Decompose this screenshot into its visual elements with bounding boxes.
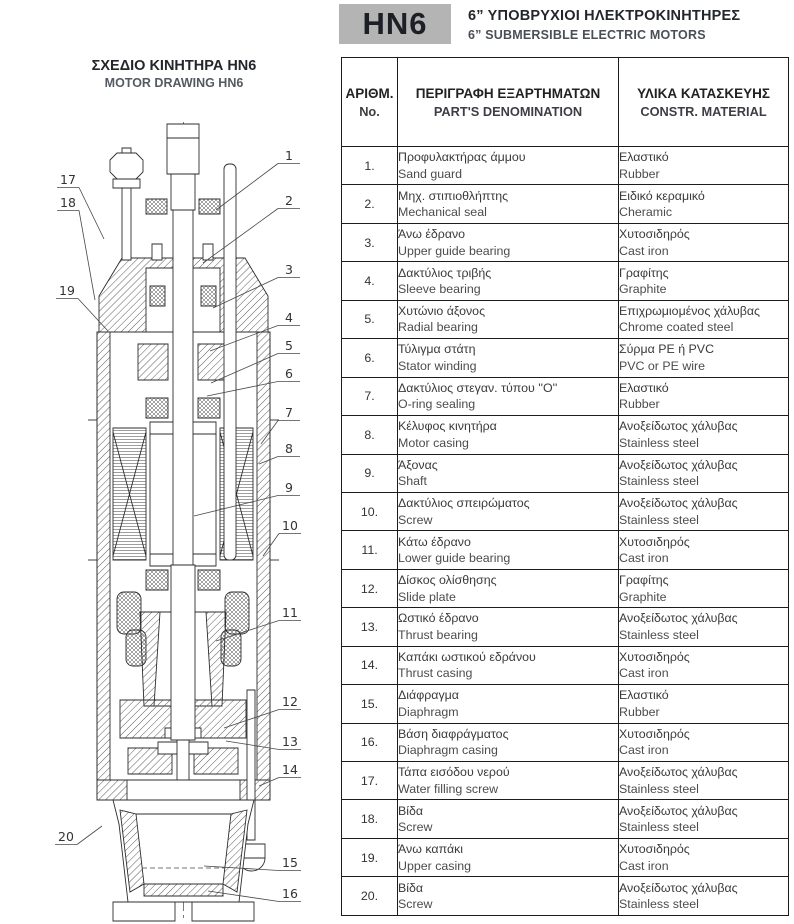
material-english: Cast iron <box>619 243 669 258</box>
svg-text:20: 20 <box>58 829 74 844</box>
svg-text:10: 10 <box>282 518 298 533</box>
part-cell <box>398 685 619 723</box>
part-name-greek: Δακτύλιος τριβής <box>398 265 492 280</box>
table-row <box>342 416 789 454</box>
part-name-greek: Δακτύλιος στεγαν. τύπου ''Ο'' <box>398 380 558 395</box>
material-english: Stainless steel <box>619 820 699 835</box>
part-name-greek: Άξονας <box>398 457 438 472</box>
table-row <box>342 454 789 492</box>
parts-table-body <box>342 147 789 916</box>
part-name-greek: Βίδα <box>398 803 424 818</box>
material-cell <box>619 800 789 838</box>
row-number: 9. <box>342 454 398 492</box>
row-number: 18. <box>342 800 398 838</box>
model-badge: HN6 <box>339 4 451 44</box>
material-english: Cast iron <box>619 858 669 873</box>
material-greek: Ανοξείδωτος χάλυβας <box>619 611 738 626</box>
part-cell <box>398 416 619 454</box>
part-name-greek: Προφυλακτήρας άμμου <box>398 150 526 165</box>
svg-text:8: 8 <box>285 441 293 456</box>
svg-text:5: 5 <box>285 338 293 353</box>
part-cell <box>398 569 619 607</box>
table-row <box>342 723 789 761</box>
part-name-english: Stator winding <box>398 358 477 373</box>
row-number: 17. <box>342 762 398 800</box>
parts-table <box>341 57 789 916</box>
table-row <box>342 569 789 607</box>
material-greek: Χυτοσιδηρός <box>619 227 690 242</box>
material-english: Graphite <box>619 282 667 297</box>
col-part-header-greek: ΠΕΡΙΓΡΑΦΗ ΕΞΑΡΤΗΜΑΤΩΝ <box>415 85 601 101</box>
row-number: 11. <box>342 531 398 569</box>
material-cell <box>619 877 789 915</box>
table-row <box>342 646 789 684</box>
part-cell <box>398 300 619 338</box>
material-greek: Σύρμα PE ή PVC <box>619 342 715 357</box>
part-name-greek: Δίσκος ολίσθησης <box>398 573 497 588</box>
svg-text:13: 13 <box>282 734 298 749</box>
table-header-row <box>342 58 789 147</box>
svg-text:3: 3 <box>285 262 293 277</box>
material-cell <box>619 454 789 492</box>
part-cell <box>398 646 619 684</box>
part-name-greek: Βάση διαφράγματος <box>398 726 509 741</box>
row-number: 12. <box>342 569 398 607</box>
material-english: Cast iron <box>619 551 669 566</box>
material-greek: Γραφίτης <box>619 265 669 280</box>
col-number-header-greek: ΑΡΙΘΜ. <box>345 85 394 101</box>
part-cell <box>398 531 619 569</box>
material-cell <box>619 147 789 185</box>
material-greek: Χυτοσιδηρός <box>619 842 690 857</box>
part-name-english: Sleeve bearing <box>398 282 481 297</box>
part-cell <box>398 454 619 492</box>
material-english: Cheramic <box>619 205 673 220</box>
col-number-header-english: No. <box>359 103 380 119</box>
material-greek: Ανοξείδωτος χάλυβας <box>619 457 738 472</box>
part-name-greek: Χυτώνιο άξονος <box>398 303 486 318</box>
drawing-heading <box>28 58 320 90</box>
row-number: 1. <box>342 147 398 185</box>
svg-text:18: 18 <box>60 195 76 210</box>
row-number: 16. <box>342 723 398 761</box>
part-cell <box>398 185 619 223</box>
page-title-english: 6” SUBMERSIBLE ELECTRIC MOTORS <box>468 28 706 42</box>
motor-cross-section-drawing <box>30 116 340 924</box>
table-row <box>342 339 789 377</box>
material-greek: Γραφίτης <box>619 573 669 588</box>
svg-text:6: 6 <box>285 366 293 381</box>
material-english: Cast iron <box>619 743 669 758</box>
material-english: Chrome coated steel <box>619 320 734 335</box>
part-name-greek: Τάπα εισόδου νερού <box>398 765 510 780</box>
part-name-english: Upper casing <box>398 858 472 873</box>
material-greek: Ανοξείδωτος χάλυβας <box>619 803 738 818</box>
material-greek: Ειδικό κεραμικό <box>619 188 705 203</box>
material-english: Rubber <box>619 704 660 719</box>
part-name-english: Screw <box>398 897 433 912</box>
row-number: 10. <box>342 492 398 530</box>
row-number: 4. <box>342 262 398 300</box>
part-name-greek: Ωστικό έδρανο <box>398 611 479 626</box>
part-name-english: Lower guide bearing <box>398 551 511 566</box>
row-number: 5. <box>342 300 398 338</box>
part-name-english: Shaft <box>398 474 427 489</box>
part-name-english: O-ring sealing <box>398 397 476 412</box>
svg-text:7: 7 <box>285 405 293 420</box>
part-name-greek: Διάφραγμα <box>398 688 459 703</box>
material-cell <box>619 492 789 530</box>
material-greek: Ανοξείδωτος χάλυβας <box>619 765 738 780</box>
row-number: 3. <box>342 223 398 261</box>
part-name-greek: Δακτύλιος σπειρώματος <box>398 496 530 511</box>
material-cell <box>619 262 789 300</box>
table-row <box>342 877 789 915</box>
part-name-english: Thrust bearing <box>398 627 478 642</box>
part-cell <box>398 377 619 415</box>
table-row <box>342 262 789 300</box>
part-name-greek: Κάτω έδρανο <box>398 534 471 549</box>
row-number: 2. <box>342 185 398 223</box>
part-name-greek: Άνω καπάκι <box>398 842 464 857</box>
material-greek: Ανοξείδωτος χάλυβας <box>619 496 738 511</box>
row-number: 13. <box>342 608 398 646</box>
material-english: Cast iron <box>619 666 669 681</box>
col-material-header-english: CONSTR. MATERIAL <box>640 103 767 119</box>
material-cell <box>619 300 789 338</box>
part-name-english: Thrust casing <box>398 666 473 681</box>
part-cell <box>398 838 619 876</box>
svg-text:12: 12 <box>282 694 298 709</box>
material-greek: Επιχρωμιομένος χάλυβας <box>619 303 761 318</box>
material-cell <box>619 608 789 646</box>
material-english: Graphite <box>619 589 667 604</box>
col-number-header <box>342 58 398 147</box>
table-row <box>342 185 789 223</box>
col-part-header-english: PART'S DENOMINATION <box>433 103 583 119</box>
table-row <box>342 838 789 876</box>
part-name-greek: Καπάκι ωστικού εδράνου <box>398 649 536 664</box>
part-name-greek: Μηχ. στιπιοθλήπτης <box>398 188 509 203</box>
part-name-greek: Τύλιγμα στάτη <box>398 342 476 357</box>
row-number: 6. <box>342 339 398 377</box>
material-english: Stainless steel <box>619 435 699 450</box>
material-english: PVC or PE wire <box>619 358 706 373</box>
material-greek: Χυτοσιδηρός <box>619 649 690 664</box>
col-material-header <box>619 58 789 147</box>
part-cell <box>398 147 619 185</box>
part-cell <box>398 723 619 761</box>
material-greek: Χυτοσιδηρός <box>619 726 690 741</box>
material-greek: Ελαστικό <box>619 150 669 165</box>
table-row <box>342 300 789 338</box>
material-english: Rubber <box>619 166 660 181</box>
table-row <box>342 147 789 185</box>
material-english: Stainless steel <box>619 897 699 912</box>
table-row <box>342 223 789 261</box>
material-english: Stainless steel <box>619 627 699 642</box>
material-cell <box>619 685 789 723</box>
part-cell <box>398 262 619 300</box>
material-greek: Ανοξείδωτος χάλυβας <box>619 419 738 434</box>
table-row <box>342 531 789 569</box>
drawing-title-english: MOTOR DRAWING HN6 <box>104 76 244 90</box>
part-name-greek: Βίδα <box>398 880 424 895</box>
part-cell <box>398 800 619 838</box>
svg-text:19: 19 <box>59 283 75 298</box>
material-cell <box>619 377 789 415</box>
svg-text:1: 1 <box>285 148 293 163</box>
material-cell <box>619 185 789 223</box>
part-name-english: Upper guide bearing <box>398 243 511 258</box>
part-cell <box>398 223 619 261</box>
material-english: Stainless steel <box>619 474 699 489</box>
part-name-english: Mechanical seal <box>398 205 487 220</box>
row-number: 19. <box>342 838 398 876</box>
material-cell <box>619 762 789 800</box>
row-number: 20. <box>342 877 398 915</box>
material-cell <box>619 416 789 454</box>
material-english: Stainless steel <box>619 512 699 527</box>
material-cell <box>619 339 789 377</box>
part-cell <box>398 608 619 646</box>
material-english: Stainless steel <box>619 781 699 796</box>
svg-text:16: 16 <box>282 886 298 901</box>
part-name-english: Screw <box>398 820 433 835</box>
row-number: 8. <box>342 416 398 454</box>
part-name-greek: Άνω έδρανο <box>398 227 466 242</box>
material-greek: Ανοξείδωτος χάλυβας <box>619 880 738 895</box>
part-name-english: Diaphragm casing <box>398 743 498 758</box>
material-greek: Χυτοσιδηρός <box>619 534 690 549</box>
material-english: Rubber <box>619 397 660 412</box>
table-row <box>342 492 789 530</box>
callout-20 <box>55 826 102 845</box>
part-name-english: Water filling screw <box>398 781 499 796</box>
col-material-header-greek: ΥΛΙΚΑ ΚΑΤΑΣΚΕΥΗΣ <box>637 85 770 101</box>
part-name-english: Diaphragm <box>398 704 459 719</box>
svg-text:2: 2 <box>285 193 293 208</box>
part-cell <box>398 877 619 915</box>
table-row <box>342 685 789 723</box>
col-part-header <box>398 58 619 147</box>
part-cell <box>398 762 619 800</box>
part-cell <box>398 492 619 530</box>
material-cell <box>619 569 789 607</box>
svg-text:11: 11 <box>282 605 298 620</box>
material-greek: Ελαστικό <box>619 688 669 703</box>
part-name-english: Sand guard <box>398 166 463 181</box>
svg-text:4: 4 <box>285 310 293 325</box>
row-number: 14. <box>342 646 398 684</box>
part-name-english: Radial bearing <box>398 320 478 335</box>
part-name-greek: Κέλυφος κινητήρα <box>398 419 497 434</box>
material-greek: Ελαστικό <box>619 380 669 395</box>
part-name-english: Motor casing <box>398 435 469 450</box>
material-cell <box>619 723 789 761</box>
table-row <box>342 800 789 838</box>
part-cell <box>398 339 619 377</box>
row-number: 15. <box>342 685 398 723</box>
table-row <box>342 762 789 800</box>
table-row <box>342 377 789 415</box>
part-name-english: Slide plate <box>398 589 456 604</box>
page-title-greek: 6” ΥΠΟΒΡΥΧΙΟΙ ΗΛΕΚΤΡΟΚΙΝΗΤΗΡΕΣ <box>468 8 741 24</box>
material-cell <box>619 531 789 569</box>
part-name-english: Screw <box>398 512 433 527</box>
svg-text:17: 17 <box>60 172 76 187</box>
svg-text:15: 15 <box>282 855 298 870</box>
drawing-title-greek: ΣΧΕΔΙΟ ΚΙΝΗΤΗΡΑ HN6 <box>91 58 257 74</box>
table-row <box>342 608 789 646</box>
page-header <box>468 8 740 42</box>
svg-text:14: 14 <box>282 762 298 777</box>
svg-text:9: 9 <box>285 480 293 495</box>
row-number: 7. <box>342 377 398 415</box>
material-cell <box>619 646 789 684</box>
material-cell <box>619 223 789 261</box>
material-cell <box>619 838 789 876</box>
